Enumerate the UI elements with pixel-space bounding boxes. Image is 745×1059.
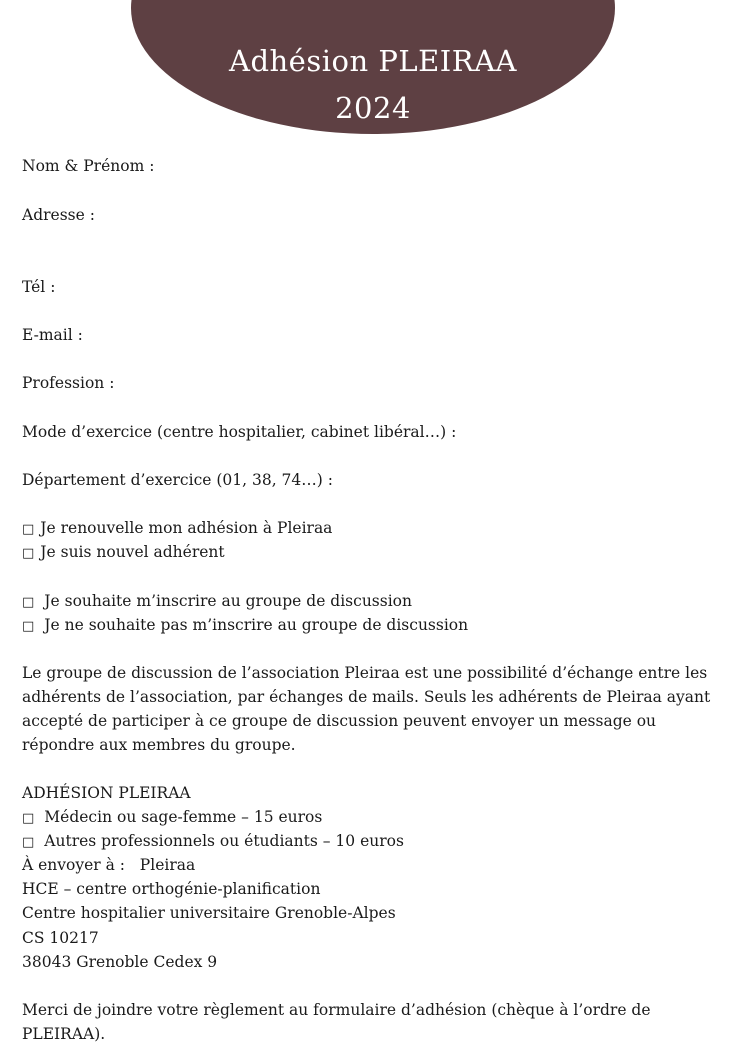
renew-checkbox-icon[interactable]: □ bbox=[22, 522, 35, 537]
group-description-line: répondre aux membres du groupe. bbox=[22, 736, 296, 754]
profession-field-label: Profession : bbox=[22, 374, 115, 392]
doctor-fee-label: Médecin ou sage-femme – 15 euros bbox=[44, 808, 323, 826]
mailing-address-line: Centre hospitalier universitaire Grenoble-Alpes bbox=[22, 904, 396, 922]
group-description-line: accepté de participer à ce groupe de discussion peuvent envoyer un message ou bbox=[22, 712, 657, 730]
decline-group-checkbox-icon[interactable]: □ bbox=[22, 619, 35, 634]
join-group-option-label: Je souhaite m’inscrire au groupe de discussion bbox=[44, 592, 412, 610]
form-title: Adhésion PLEIRAA bbox=[229, 44, 517, 78]
mailing-address-line: CS 10217 bbox=[22, 929, 99, 947]
new-member-option-label: Je suis nouvel adhérent bbox=[40, 543, 225, 561]
fees-heading: ADHÉSION PLEIRAA bbox=[22, 784, 191, 802]
other-fee-label: Autres professionnels ou étudiants – 10 euros bbox=[44, 832, 404, 850]
email-field-label: E-mail : bbox=[22, 326, 83, 344]
doctor-fee-option[interactable] bbox=[22, 807, 322, 829]
mailing-address-line: 38043 Grenoble Cedex 9 bbox=[22, 953, 218, 971]
other-fee-checkbox-icon[interactable]: □ bbox=[22, 835, 35, 850]
form-year: 2024 bbox=[335, 91, 411, 125]
decline-group-option-label: Je ne souhaite pas m’inscrire au groupe de discussion bbox=[44, 616, 469, 634]
mailing-address-line: HCE – centre orthogénie-planification bbox=[22, 880, 321, 898]
payment-note-line: Merci de joindre votre règlement au formulaire d’adhésion (chèque à l’ordre de bbox=[22, 1001, 651, 1019]
send-to-label: À envoyer à : Pleiraa bbox=[22, 856, 196, 874]
department-field-label: Département d’exercice (01, 38, 74…) : bbox=[22, 471, 333, 489]
decline-group-option[interactable] bbox=[22, 615, 468, 637]
doctor-fee-checkbox-icon[interactable]: □ bbox=[22, 811, 35, 826]
group-description-line: Le groupe de discussion de l’association Pleiraa est une possibilité d’échange entre les bbox=[22, 664, 708, 682]
other-fee-option[interactable] bbox=[22, 831, 404, 853]
group-description-line: adhérents de l’association, par échanges de mails. Seuls les adhérents de Pleiraa ayant bbox=[22, 688, 711, 706]
practice-mode-field-label: Mode d’exercice (centre hospitalier, cabinet libéral…) : bbox=[22, 423, 457, 441]
renew-option[interactable] bbox=[22, 518, 332, 540]
phone-field-label: Tél : bbox=[22, 278, 56, 296]
join-group-option[interactable] bbox=[22, 591, 412, 613]
renew-option-label: Je renouvelle mon adhésion à Pleiraa bbox=[40, 519, 333, 537]
payment-note-line: PLEIRAA). bbox=[22, 1025, 106, 1043]
new-member-checkbox-icon[interactable]: □ bbox=[22, 546, 35, 561]
new-member-option[interactable] bbox=[22, 542, 225, 564]
address-field-label: Adresse : bbox=[22, 206, 95, 224]
join-group-checkbox-icon[interactable]: □ bbox=[22, 595, 35, 610]
name-field-label: Nom & Prénom : bbox=[22, 157, 155, 175]
